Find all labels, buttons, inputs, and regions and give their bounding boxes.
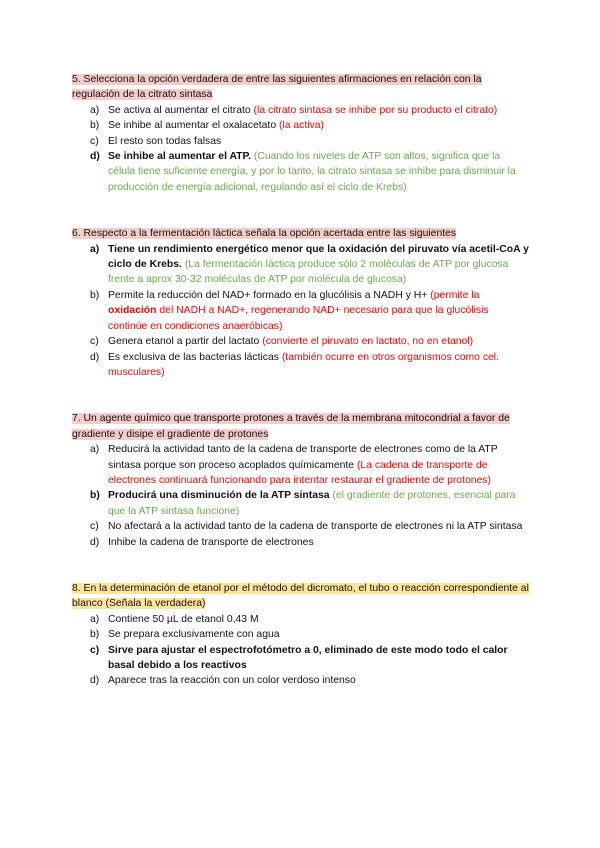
question-5 xyxy=(72,72,530,195)
option-letter: b) xyxy=(90,120,100,132)
option-text: Se inhibe al aumentar el oxalacetato xyxy=(108,120,277,132)
option-letter: d) xyxy=(90,536,100,548)
option-8d xyxy=(72,673,530,688)
option-letter: c) xyxy=(90,336,99,348)
question-8-title: 8. En la determinación de etanol por el método del dicromato, el tubo o reacción correspondiente al blanco (Señala la verdadera) xyxy=(72,582,529,610)
option-note: (el gradiente de protones, esencial para que la ATP sintasa funcione) xyxy=(108,490,516,517)
option-5a xyxy=(72,103,530,118)
option-text: Tiene un rendimiento energético menor que la oxidación del piruvato vía acetil-CoA y ciclo de Krebs. xyxy=(108,243,529,271)
option-note-post: del NADH a NAD+, regenerando NAD+ necesario para que la glucólisis continúe en condiciones anaeróbicas) xyxy=(108,305,489,332)
option-text: Reducirá la actividad tanto de la cadena de transporte de electrones como de la ATP sintasa porque son proceso acoplados químicamente xyxy=(108,444,498,471)
option-letter: a) xyxy=(90,444,100,456)
option-note: (también ocurre en otros organismos como cel. musculares) xyxy=(108,351,499,378)
option-text: El resto son todas falsas xyxy=(108,135,222,147)
option-5d-correct xyxy=(72,149,530,195)
option-6a-correct xyxy=(72,242,530,288)
option-8a xyxy=(72,612,530,627)
option-text: Sirve para ajustar el espectrofotómetro a 0, eliminado de este modo todo el calor basal debido a los reactivos xyxy=(108,644,508,671)
option-8c-correct xyxy=(72,643,530,674)
question-5-options xyxy=(72,103,530,195)
option-6d xyxy=(72,350,530,381)
option-text: Se inhibe al aumentar el ATP. xyxy=(108,151,252,163)
option-6b xyxy=(72,288,530,334)
option-5b xyxy=(72,118,530,133)
option-letter: c) xyxy=(90,644,100,656)
option-text: Aparece tras la reacción con un color verdoso intenso xyxy=(108,675,356,687)
option-8b xyxy=(72,627,530,642)
option-7b-correct xyxy=(72,488,530,519)
option-note-bold: oxidación xyxy=(108,305,157,317)
option-text: Contiene 50 µL de etanol 0,43 M xyxy=(108,613,259,625)
option-text: Se prepara exclusivamente con agua xyxy=(108,629,280,641)
option-note: (Cuando los niveles de ATP son altos, significa que la célula tiene suficiente energía, y por lo tanto, la citrato sintasa se inhibe para disminuir la producción de energía adicional, regulando así el ciclo de Krebs) xyxy=(108,151,516,193)
option-letter: a) xyxy=(90,104,100,116)
question-7-title: 7. Un agente químico que transporte protones a través de la membrana mitocondrial a favor de gradiente y disipe el gradiente de protones xyxy=(72,413,510,440)
question-8 xyxy=(72,581,530,689)
option-letter: c) xyxy=(90,521,99,533)
option-note: (la citrato sintasa se inhibe por su producto el citrato) xyxy=(253,104,498,116)
option-text: Producirá una disminución de la ATP sintasa xyxy=(108,490,330,502)
question-7-options xyxy=(72,442,530,550)
option-letter: d) xyxy=(90,351,100,363)
option-text: Inhibe la cadena de transporte de electrones xyxy=(108,536,314,548)
option-7a xyxy=(72,442,530,488)
option-7c xyxy=(72,519,530,534)
option-note-pre: (permite la xyxy=(430,289,480,301)
option-letter: b) xyxy=(90,490,100,502)
option-note: (la activa) xyxy=(278,120,325,132)
option-note: (La fermentación láctica produce sólo 2 moléculas de ATP por glucosa frente a aprox 30-32 moléculas de ATP por molécula de glucosa) xyxy=(108,259,509,286)
option-letter: b) xyxy=(90,289,100,301)
option-text: Genera etanol a partir del lactato xyxy=(108,336,260,348)
option-text: No afectará a la actividad tanto de la cadena de transporte de electrones ni la ATP sintasa xyxy=(108,521,523,533)
option-7d xyxy=(72,535,530,550)
option-text: Es exclusiva de las bacterias lácticas xyxy=(108,351,279,363)
option-5c xyxy=(72,134,530,149)
question-8-options xyxy=(72,612,530,689)
question-6-title-block xyxy=(72,226,530,241)
question-7-title-block xyxy=(72,411,530,442)
option-note: (convierte el piruvato en lactato, no en etanol) xyxy=(262,336,474,348)
option-note: (La cadena de transporte de electrones continuará funcionando para intentar restaurar el gradiente de protones) xyxy=(108,459,491,486)
question-7 xyxy=(72,411,530,550)
option-6c xyxy=(72,334,530,349)
document-page xyxy=(72,72,530,720)
option-letter: b) xyxy=(90,629,100,641)
question-8-title-block xyxy=(72,581,530,612)
question-6-title: 6. Respecto a la fermentación láctica señala la opción acertada entre las siguientes xyxy=(72,228,457,240)
option-text: Se activa al aumentar el citrato xyxy=(108,104,251,116)
option-text: Permite la reducción del NAD+ formado en la glucólisis a NADH y H+ xyxy=(108,289,428,301)
question-6-options xyxy=(72,242,530,381)
option-letter: d) xyxy=(90,675,100,687)
question-5-title: 5. Selecciona la opción verdadera de entre las siguientes afirmaciones en relación con la regulación de la citrato sintasa xyxy=(72,74,482,101)
option-letter: a) xyxy=(90,243,100,255)
question-6 xyxy=(72,226,530,380)
question-5-title-block xyxy=(72,72,530,103)
option-letter: d) xyxy=(90,151,100,163)
option-letter: c) xyxy=(90,135,99,147)
option-letter: a) xyxy=(90,613,100,625)
